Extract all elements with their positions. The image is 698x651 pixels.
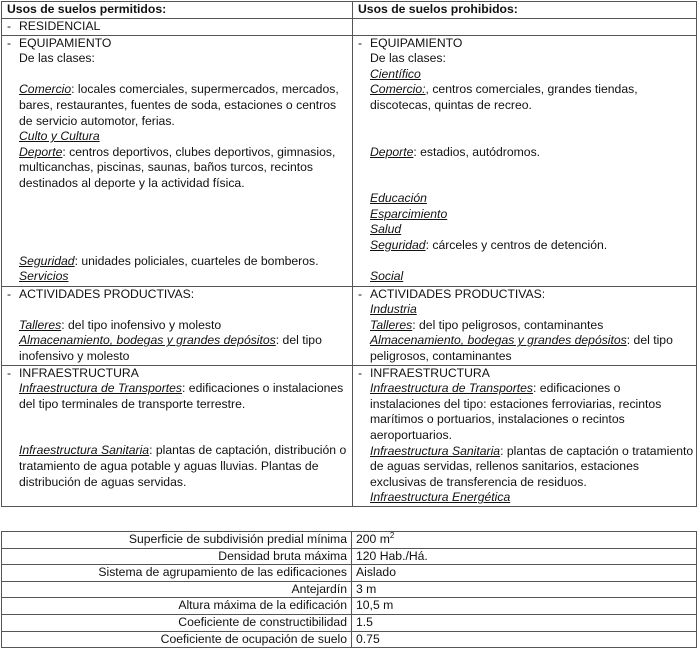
residencial-label: RESIDENCIAL — [19, 19, 101, 33]
sanitaria-item: Infraestructura Sanitaria: plantas de captación o tratamiento de aguas servidas, rellenos sanitarios, estaciones exclusivas de transferencia de residuos. — [370, 443, 694, 489]
equipamiento-permitted-cell: - EQUIPAMIENTO De las clases: Comercio: locales comerciales, supermercados, mercados, bares, restaurantes, fuentes de soda, estaciones o centros de servicio automotor, ferias. Culto y Cultura Deporte: centros deportivos, clubes deportivos, gimnasios, multicanchas, piscinas, saunas, baños turcos, recintos destinados al deporte y la actividad física. Seguridad: unidades policiales, cuarteles de bomberos. Servicios — [2, 35, 353, 286]
equipamiento-title: EQUIPAMIENTO — [19, 35, 112, 50]
deporte-item: Deporte: centros deportivos, clubes deportivos, gimnasios, multicanchas, piscinas, saunas, baños turcos, recintos destinados al deporte y la actividad física. — [19, 144, 336, 190]
parameter-row — [2, 548, 697, 565]
parameter-value — [352, 598, 697, 615]
permitted-header: Usos de suelos permitidos: — [2, 2, 353, 19]
parameter-value-text: 10,5 m — [356, 598, 394, 613]
culto-item: Culto y Cultura — [19, 129, 100, 144]
seguridad-item: Seguridad: cárceles y centros de detención. — [370, 237, 608, 252]
comercio-item: Comercio: locales comerciales, supermercados, mercados, bares, restaurantes, fuentes de soda, estaciones o centros de servicio automotor, ferias. — [19, 82, 339, 128]
productivas-title: ACTIVIDADES PRODUCTIVAS: — [370, 286, 546, 301]
clases-label: De las clases: — [370, 51, 446, 66]
infraestructura-title: INFRAESTRUCTURA — [370, 365, 490, 380]
residencial-empty-cell — [353, 19, 697, 36]
transportes-item: Infraestructura de Transportes: edificaciones o instalaciones del tipo: estaciones ferroviarias, recintos marítimos o portuarios, instalaciones o recintos aeroportuarios. — [370, 381, 662, 442]
talleres-item: Talleres: del tipo peligrosos, contaminantes — [370, 317, 604, 332]
parameters-table — [1, 531, 697, 648]
parameter-row — [2, 614, 697, 631]
parameter-value-text: 120 Hab./Há. — [356, 548, 428, 563]
seguridad-item: Seguridad: unidades policiales, cuarteles de bomberos. — [19, 253, 319, 268]
sanitaria-item: Infraestructura Sanitaria: plantas de captación, distribución o tratamiento de agua potable y aguas lluvias. Plantas de distribución de aguas servidas. — [19, 443, 347, 489]
esparcimiento-item: Esparcimiento — [370, 206, 448, 221]
transportes-item: Infraestructura de Transportes: edificaciones o instalaciones del tipo terminales de transporte terrestre. — [19, 381, 344, 411]
educacion-item: Educación — [370, 191, 427, 206]
parameter-value — [352, 614, 697, 631]
parameter-value-text: Aislado — [356, 565, 396, 580]
parameter-row — [2, 598, 697, 615]
equipamiento-prohibited-cell: - EQUIPAMIENTO De las clases: Científico Comercio:, centros comerciales, grandes tiendas, discotecas, quintas de recreo. Deporte: estadios, autódromos. Educación Esparcimiento Salud Seguridad: cárceles y centros de detención. Social — [353, 35, 697, 286]
parameter-label: Sistema de agrupamiento de las edificaciones — [2, 565, 352, 582]
residencial-row — [2, 19, 697, 36]
parameter-value-text: 200 m — [356, 532, 390, 546]
industria-item: Industria — [370, 302, 417, 317]
parameter-row — [2, 565, 697, 582]
parameter-label: Densidad bruta máxima — [2, 548, 352, 565]
almacenamiento-item: Almacenamiento, bodegas y grandes depósitos: del tipo peligrosos, contaminantes — [370, 333, 673, 363]
talleres-item: Talleres: del tipo inofensivo y molesto — [19, 317, 222, 332]
infraestructura-prohibited-cell: - INFRAESTRUCTURA Infraestructura de Transportes: edificaciones o instalaciones del tipo: estaciones ferroviarias, recintos marítimos o portuarios, instalaciones o recintos aeroportuarios. Infraestructura Sanitaria: plantas de captación o tratamiento de aguas servidas, rellenos sanitarios, estaciones exclusivas de transferencia de residuos. Infraestructura Energética — [353, 365, 697, 506]
equipamiento-row — [2, 35, 697, 286]
parameter-label: Coeficiente de ocupación de suelo — [2, 631, 352, 648]
parameter-row — [2, 532, 697, 549]
clases-label: De las clases: — [19, 51, 95, 66]
infraestructura-title: INFRAESTRUCTURA — [19, 365, 139, 380]
cientifico-item: Científico — [370, 66, 421, 81]
parameter-value-superscript: 2 — [389, 530, 395, 540]
parameter-value — [352, 581, 697, 598]
parameter-row — [2, 581, 697, 598]
parameter-value — [352, 548, 697, 565]
header-row — [2, 2, 697, 19]
almacenamiento-item: Almacenamiento, bodegas y grandes depósitos: del tipo inofensivo y molesto — [19, 333, 322, 363]
parameter-label: Superficie de subdivisión predial mínima — [2, 532, 352, 549]
land-use-table — [1, 1, 697, 507]
deporte-item: Deporte: estadios, autódromos. — [370, 144, 541, 159]
productivas-row — [2, 286, 697, 365]
parameter-label: Altura máxima de la edificación — [2, 598, 352, 615]
energetica-item: Infraestructura Energética — [370, 490, 511, 505]
infraestructura-row — [2, 365, 697, 506]
parameter-label: Coeficiente de constructibilidad — [2, 614, 352, 631]
infraestructura-permitted-cell: - INFRAESTRUCTURA Infraestructura de Transportes: edificaciones o instalaciones del tipo terminales de transporte terrestre. Infraestructura Sanitaria: plantas de captación, distribución o tratamiento de agua potable y aguas lluvias. Plantas de distribución de aguas servidas. — [2, 365, 353, 506]
parameter-value-text: 0.75 — [356, 631, 380, 646]
parameter-label: Antejardín — [2, 581, 352, 598]
parameter-value — [352, 631, 697, 648]
productivas-title: ACTIVIDADES PRODUCTIVAS: — [19, 286, 195, 301]
parameter-value-text: 1.5 — [356, 614, 373, 629]
comercio-item: Comercio:, centros comerciales, grandes tiendas, discotecas, quintas de recreo. — [370, 82, 638, 112]
social-item: Social — [370, 268, 404, 283]
parameter-value — [352, 532, 697, 549]
parameter-value — [352, 565, 697, 582]
prohibited-header: Usos de suelos prohibidos: — [353, 2, 697, 19]
productivas-permitted-cell: - ACTIVIDADES PRODUCTIVAS: Talleres: del tipo inofensivo y molesto Almacenamiento, bodegas y grandes depósitos: del tipo inofensivo y molesto — [2, 286, 353, 365]
productivas-prohibited-cell: - ACTIVIDADES PRODUCTIVAS: Industria Talleres: del tipo peligrosos, contaminantes Almacenamiento, bodegas y grandes depósitos: del tipo peligrosos, contaminantes — [353, 286, 697, 365]
parameter-row — [2, 631, 697, 648]
parameter-value-text: 3 m — [356, 581, 377, 596]
servicios-item: Servicios — [19, 269, 69, 284]
equipamiento-title: EQUIPAMIENTO — [370, 35, 463, 50]
salud-item: Salud — [370, 222, 402, 237]
residencial-cell: - RESIDENCIAL — [2, 19, 353, 36]
